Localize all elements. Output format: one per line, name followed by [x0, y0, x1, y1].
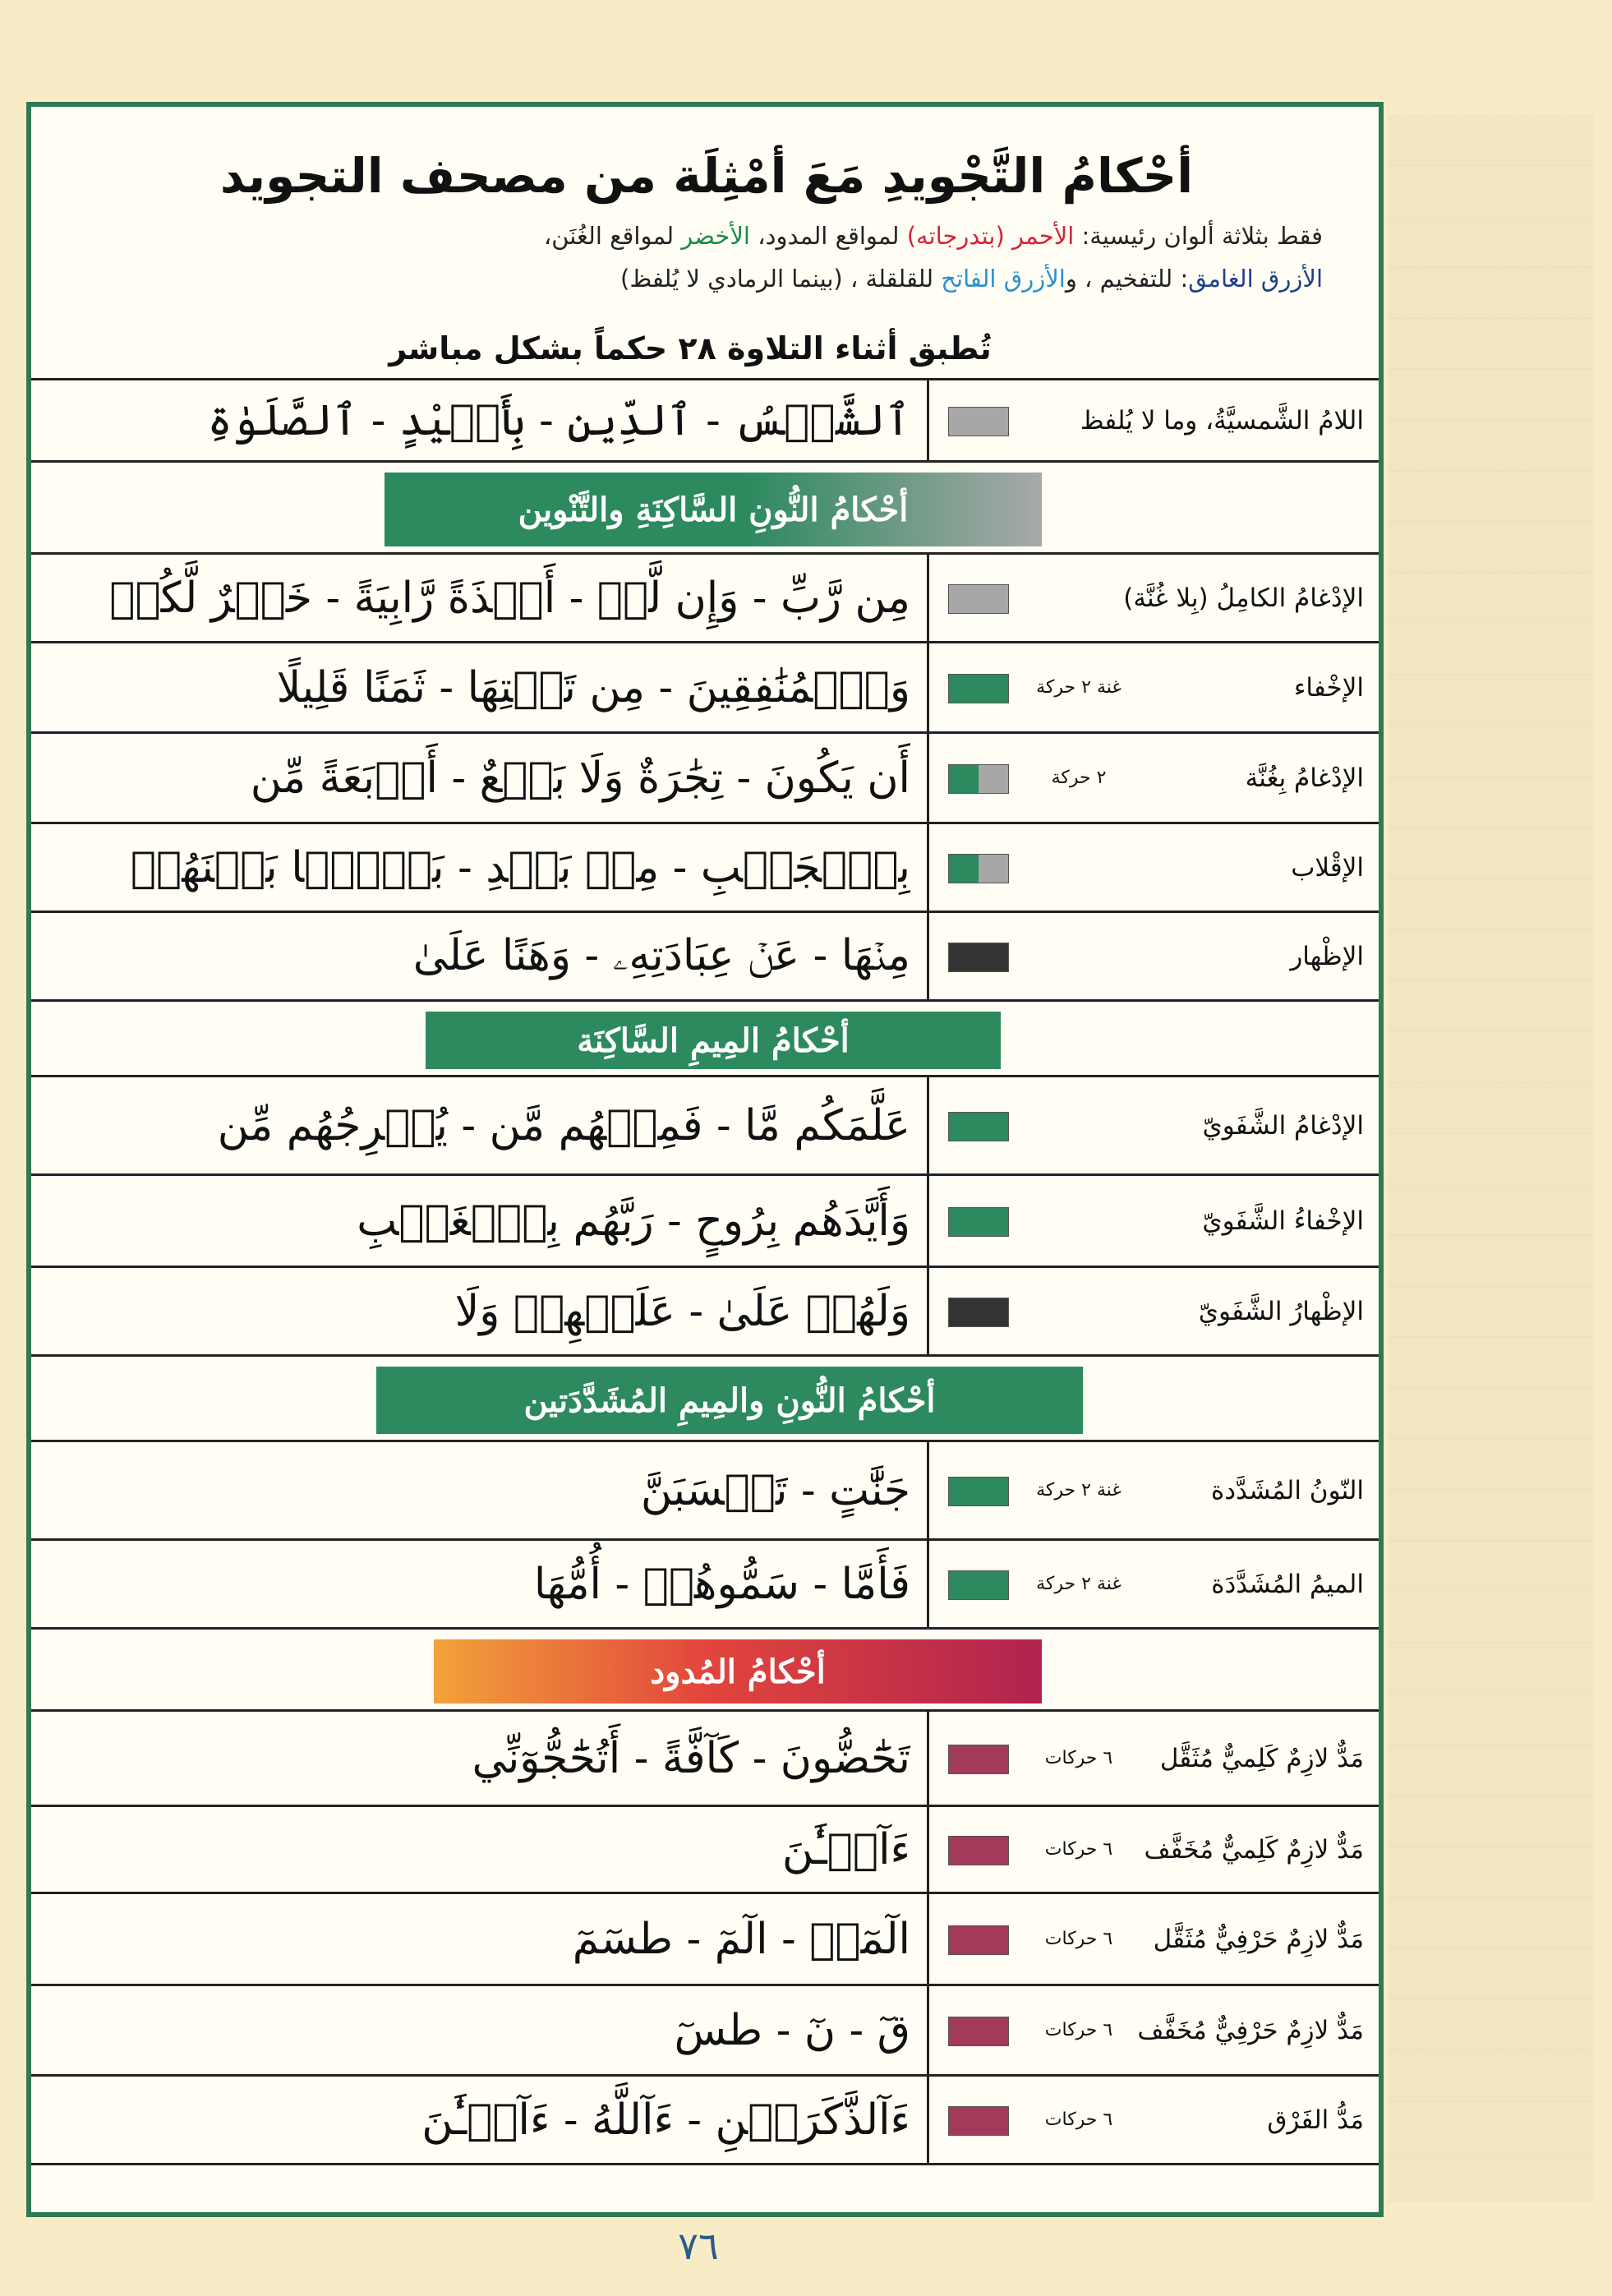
- intro-line-2: [66, 265, 1323, 293]
- quran-example: وَأَيَّدَهُم بِرُوحٍ - رَبَّهُم بِٱلۡغَيۡبِ: [357, 1196, 910, 1246]
- rule-note: غنة ٢ حركة: [1036, 1480, 1121, 1501]
- color-swatch: [948, 407, 1009, 436]
- section-header: [31, 999, 1379, 1075]
- column-divider: [927, 555, 929, 641]
- table-row: [31, 378, 1379, 460]
- background-page-edge: [1389, 115, 1594, 2202]
- column-divider: [927, 1986, 929, 2074]
- color-swatch: [948, 764, 1009, 794]
- section-title: أحْكامُ المُدود: [434, 1639, 1042, 1704]
- section-header: [31, 460, 1379, 552]
- column-divider: [927, 643, 929, 731]
- quran-example: أَن يَكُونَ - تِجَٰرَةٌ وَلَا بَيۡعٌ - أَرۡبَعَةً مِّن: [250, 753, 910, 803]
- intro-dark-blue-label: الأزرق الغامق: [1188, 265, 1323, 293]
- table-row: [31, 1892, 1379, 1984]
- table-row: [31, 1173, 1379, 1266]
- rule-label: اللامُ الشَّمسيَّةُ، وما لا يُلفظ: [1080, 405, 1364, 436]
- quran-example: وَلَهُمۡ عَلَىٰ - عَلَيۡهِمۡ وَلَا: [454, 1286, 910, 1336]
- column-divider: [927, 1894, 929, 1984]
- subtitle: تُطبق أثناء التلاوة ٢٨ حكماً بشكل مباشر: [389, 330, 992, 367]
- rule-label: الإخْفاء: [1293, 672, 1364, 703]
- intro-line-1: [66, 222, 1323, 250]
- intro-light-blue-label: الأزرق الفاتح: [941, 265, 1066, 293]
- color-swatch: [948, 1836, 1009, 1865]
- intro-text: : للتفخيم ، و: [1065, 265, 1189, 293]
- quran-example: ٱلشَّمۡسُ - ٱلدِّينِ - بِأَيۡيْدٍ - ٱلصَّلَوٰةِ: [207, 395, 910, 445]
- quran-example: بِٱلۡجَنۢبِ - مِنۢ بَعۡدِ - بَغۡيَۢا بَيۡنَهُمۡ: [130, 842, 910, 892]
- rule-label: الإدْغامُ الكامِلُ (بِلا غُنَّة): [1123, 583, 1364, 613]
- table-row: [31, 2074, 1379, 2163]
- rule-note: ٢ حركة: [1051, 768, 1107, 788]
- intro-text: لمواقع الغُنَن،: [543, 222, 675, 250]
- column-divider: [927, 824, 929, 911]
- table-row: [31, 552, 1379, 641]
- rule-label: الإقْلاب: [1291, 852, 1364, 883]
- table-row: [31, 731, 1379, 822]
- column-divider: [927, 1712, 929, 1805]
- color-swatch: [948, 2106, 1009, 2136]
- quran-example: الٓمٓرۚ - الٓمٓ - طسٓمٓ: [572, 1914, 910, 1964]
- column-divider: [927, 1176, 929, 1266]
- rule-note: ٦ حركات: [1044, 2020, 1113, 2040]
- rule-label: مَدٌّ لازِمٌ حَرْفِيٌّ مُثَقَّل: [1153, 1924, 1364, 1954]
- intro-red-label: الأحمر (بتدرجاته): [906, 222, 1075, 250]
- intro-text: للقلقلة ، (بينما الرمادي لا يُلفظ): [620, 265, 934, 293]
- rule-label: الإخْفاءُ الشَّفَويّ: [1202, 1206, 1364, 1236]
- column-divider: [927, 1077, 929, 1173]
- table-row: [31, 1984, 1379, 2074]
- rule-note: غنة ٢ حركة: [1036, 677, 1121, 698]
- quran-example: قٓ - نٓ - طسٓ: [674, 2005, 910, 2055]
- section-header: [31, 1627, 1379, 1709]
- table-row: [31, 1075, 1379, 1173]
- column-divider: [927, 1268, 929, 1354]
- intro-text: لمواقع المدود،: [758, 222, 900, 250]
- section-header: [31, 1354, 1379, 1440]
- color-swatch: [948, 943, 1009, 972]
- table-row: [31, 1805, 1379, 1892]
- column-divider: [927, 2077, 929, 2163]
- intro-text: فقط بثلاثة ألوان رئيسية:: [1081, 222, 1323, 250]
- quran-example: مِنۡهَا - عَنۡ عِبَادَتِهِۦ - وَهَنًا عَلَىٰ: [412, 931, 910, 980]
- rule-label: مَدٌّ لازِمٌ كَلِميٌّ مُخَفَّف: [1144, 1834, 1364, 1865]
- color-swatch: [948, 1298, 1009, 1327]
- color-swatch: [948, 1112, 1009, 1141]
- section-title: أحْكامُ النُّونِ والمِيمِ المُشَدَّدَتين: [376, 1367, 1083, 1434]
- section-title: أحْكامُ النُّونِ السَّاكِنَةِ والتَّنْوين: [385, 473, 1042, 546]
- quran-example: وَٱلۡمُنَٰفِقِينَ - مِن تَحۡتِهَا - ثَمَنًا قَلِيلًا: [276, 662, 910, 712]
- quran-example: مِن رَّبِّ - وَإِن لَّمۡ - أَخۡذَةً رَّابِيَةً - خَيۡرٌ لَّكُمۡ: [109, 573, 910, 623]
- color-swatch: [948, 854, 1009, 883]
- table-row: [31, 822, 1379, 911]
- quran-example: عَلَّمَكُم مَّا - فَمِنۡهُم مَّن - يُخۡرِجُهُم مِّن: [217, 1100, 910, 1150]
- table-row: [31, 1538, 1379, 1627]
- rule-note: غنة ٢ حركة: [1036, 1574, 1121, 1594]
- rule-label: مَدٌّ لازِمٌ حَرْفِيٌّ مُخَفَّف: [1137, 2015, 1364, 2045]
- color-swatch: [948, 2017, 1009, 2046]
- table-row: [31, 1709, 1379, 1805]
- table-bottom-border: [31, 2163, 1379, 2165]
- quran-example: ءَآلۡـَٰٔنَ: [781, 1824, 910, 1874]
- rule-label: مَدُّ الفَرْق: [1267, 2105, 1364, 2135]
- rule-label: الإدْغامُ بِغُنَّة: [1245, 763, 1364, 793]
- column-divider: [927, 1541, 929, 1627]
- rule-label: الإدْغامُ الشَّفَويّ: [1202, 1110, 1364, 1141]
- color-swatch: [948, 674, 1009, 703]
- section-title: أحْكامُ المِيمِ السَّاكِنَة: [426, 1012, 1001, 1069]
- rule-note: ٦ حركات: [1044, 2109, 1113, 2130]
- table-row: [31, 641, 1379, 731]
- column-divider: [927, 1807, 929, 1892]
- page-number: ٧٦: [678, 2224, 719, 2268]
- quran-example: فَأَمَّا - سَمُّوهُمۡ - أُمُّهَا: [533, 1559, 910, 1609]
- quran-example: تَحَٰٓضُّونَ - كَآفَّةً - أَتُحَٰٓجُّوٓنِّي: [472, 1733, 910, 1783]
- table-row: [31, 1266, 1379, 1354]
- rule-label: الإظْهارُ الشَّفَويّ: [1198, 1296, 1364, 1326]
- quran-example: جَنَّٰتٍ - تَحۡسَبَنَّ: [640, 1465, 910, 1515]
- color-swatch: [948, 1477, 1009, 1506]
- color-swatch: [948, 1925, 1009, 1955]
- rule-label: الميمُ المُشَدَّدَة: [1211, 1569, 1364, 1599]
- color-swatch: [948, 1745, 1009, 1774]
- rule-label: الإظْهار: [1290, 941, 1364, 971]
- rule-note: ٦ حركات: [1044, 1748, 1113, 1768]
- color-swatch: [948, 584, 1009, 614]
- table-row: [31, 911, 1379, 999]
- column-divider: [927, 913, 929, 999]
- color-swatch: [948, 1207, 1009, 1237]
- color-swatch: [948, 1570, 1009, 1600]
- page-title: أحْكامُ التَّجْويدِ مَعَ أمْثِلَة من مصحف التجويد: [219, 148, 1194, 204]
- intro-green-label: الأخضر: [681, 222, 750, 250]
- column-divider: [927, 1442, 929, 1538]
- column-divider: [927, 734, 929, 822]
- column-divider: [927, 380, 929, 460]
- quran-example: ءَآلذَّكَرَيۡنِ - ءَآللَّهُ - ءَآلۡـَٰٔنَ: [421, 2095, 910, 2145]
- rule-note: ٦ حركات: [1044, 1839, 1113, 1860]
- rule-label: النّونُ المُشَدَّدة: [1211, 1475, 1364, 1505]
- rule-label: مَدٌّ لازِمٌ كَلِميٌّ مُثَقَّل: [1159, 1743, 1364, 1773]
- rule-note: ٦ حركات: [1044, 1929, 1113, 1949]
- table-row: [31, 1440, 1379, 1538]
